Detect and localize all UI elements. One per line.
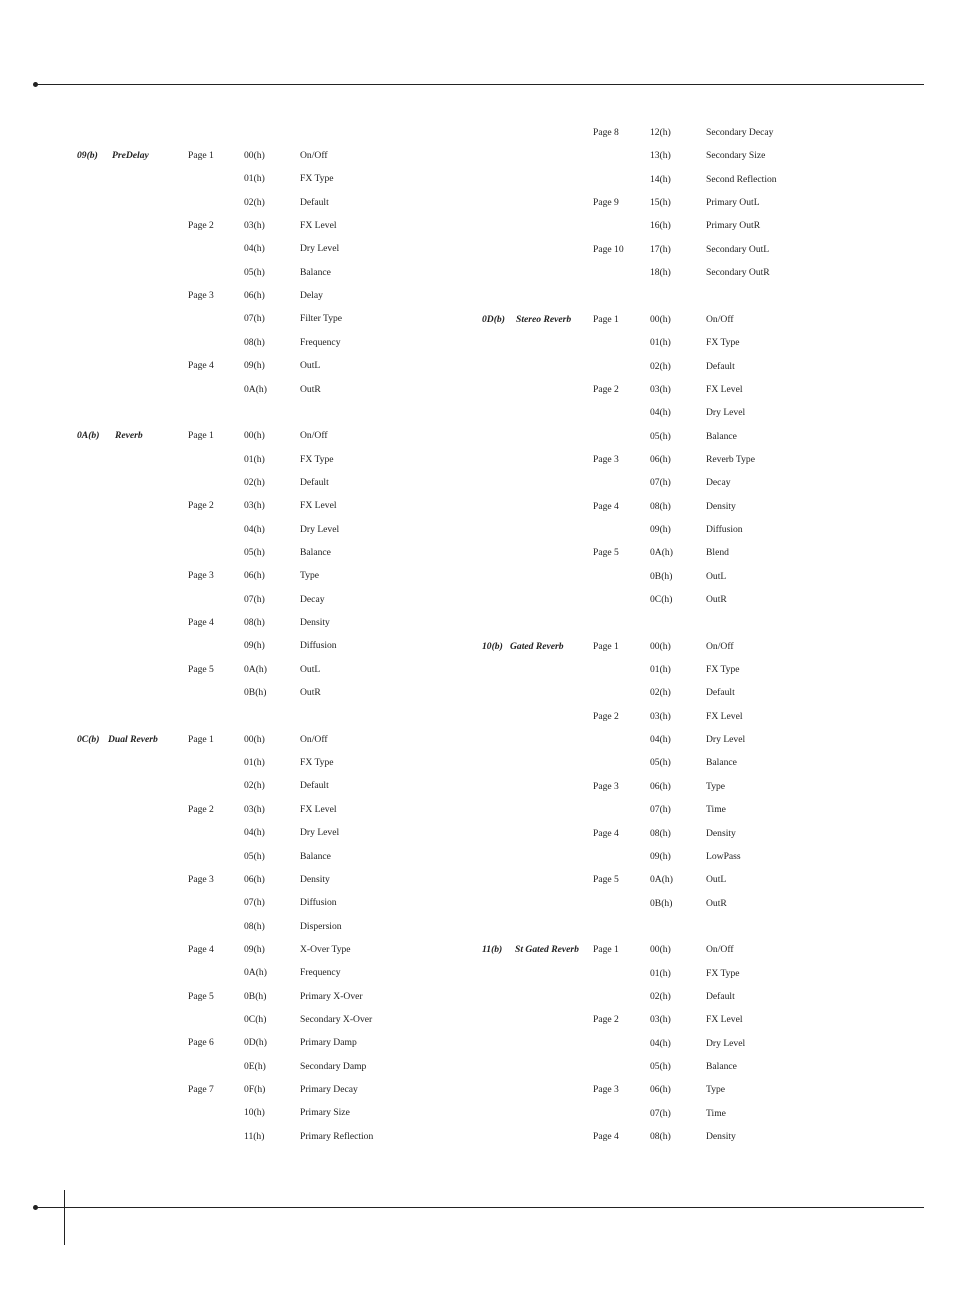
- parameter-name: Dry Level: [300, 827, 340, 838]
- parameter-address: 09(h): [244, 944, 265, 955]
- parameter-address: 09(h): [244, 360, 265, 371]
- parameter-name: OutL: [706, 571, 727, 582]
- parameter-name: Primary OutL: [706, 197, 760, 208]
- margin-vertical-line: [64, 1190, 65, 1245]
- table-row: [0, 243, 954, 257]
- page-label: Page 2: [188, 500, 214, 511]
- parameter-name: Dry Level: [300, 243, 340, 254]
- table-row: [0, 523, 954, 537]
- parameter-name: FX Type: [706, 664, 740, 675]
- parameter-name: OutR: [300, 687, 321, 698]
- page-label: Page 3: [188, 570, 214, 581]
- parameter-address: 07(h): [650, 477, 671, 488]
- parameter-address: 08(h): [650, 1131, 671, 1142]
- parameter-name: Time: [706, 1108, 726, 1119]
- bottom-rule: [36, 1207, 924, 1208]
- effect-number: 10(b): [482, 641, 503, 652]
- parameter-address: 06(h): [650, 1084, 671, 1095]
- parameter-name: FX Type: [300, 173, 334, 184]
- table-row: [0, 1060, 954, 1074]
- parameter-address: 07(h): [650, 1108, 671, 1119]
- parameter-name: Primary Reflection: [300, 1131, 374, 1142]
- parameter-address: 05(h): [650, 1061, 671, 1072]
- parameter-name: Balance: [706, 431, 737, 442]
- parameter-name: Type: [300, 570, 320, 581]
- parameter-name: Type: [706, 781, 726, 792]
- top-rule: [36, 84, 924, 85]
- parameter-address: 01(h): [244, 454, 265, 465]
- parameter-address: 08(h): [650, 501, 671, 512]
- parameter-address: 0E(h): [244, 1061, 266, 1072]
- parameter-name: Balance: [706, 757, 737, 768]
- parameter-name: Dry Level: [706, 734, 746, 745]
- effect-number: 09(b): [77, 150, 98, 161]
- parameter-name: On/Off: [300, 150, 328, 161]
- parameter-name: FX Level: [706, 384, 743, 395]
- parameter-name: FX Level: [300, 220, 337, 231]
- parameter-address: 00(h): [244, 734, 265, 745]
- parameter-name: Density: [300, 874, 330, 885]
- effect-number: 11(b): [482, 944, 503, 955]
- parameter-address: 0A(h): [244, 967, 267, 978]
- parameter-name: Dispersion: [300, 921, 342, 932]
- parameter-address: 0C(h): [244, 1014, 267, 1025]
- parameter-address: 04(h): [650, 1038, 671, 1049]
- parameter-address: 0F(h): [244, 1084, 266, 1095]
- parameter-address: 03(h): [244, 804, 265, 815]
- table-row: [0, 663, 954, 677]
- parameter-name: Secondary X-Over: [300, 1014, 373, 1025]
- table-row: [0, 780, 954, 794]
- page-label: Page 3: [593, 454, 619, 465]
- table-row: [0, 710, 954, 724]
- table-row: [0, 196, 954, 210]
- parameter-address: 07(h): [244, 313, 265, 324]
- parameter-name: Decay: [706, 477, 731, 488]
- table-row: [0, 1107, 954, 1121]
- table-row: [0, 943, 954, 957]
- page-label: Page 4: [188, 617, 214, 628]
- parameter-address: 0A(h): [650, 874, 673, 885]
- parameter-name: Delay: [300, 290, 323, 301]
- parameter-name: On/Off: [706, 314, 734, 325]
- table-row: [0, 453, 954, 467]
- page-label: Page 5: [593, 547, 619, 558]
- parameter-name: Primary X-Over: [300, 991, 363, 1002]
- parameter-name: OutL: [300, 360, 321, 371]
- parameter-address: 0A(h): [650, 547, 673, 558]
- parameter-address: 06(h): [244, 290, 265, 301]
- parameter-address: 01(h): [244, 173, 265, 184]
- page-label: Page 4: [593, 828, 619, 839]
- table-row: [0, 1037, 954, 1051]
- parameter-address: 09(h): [650, 851, 671, 862]
- parameter-name: OutR: [706, 898, 727, 909]
- page-label: Page 1: [188, 430, 214, 441]
- table-row: [0, 126, 954, 140]
- table-row: [0, 897, 954, 911]
- parameter-address: 14(h): [650, 174, 671, 185]
- page-label: Page 8: [593, 127, 619, 138]
- parameter-name: Density: [300, 617, 330, 628]
- parameter-address: 02(h): [244, 780, 265, 791]
- parameter-address: 03(h): [650, 1014, 671, 1025]
- parameter-address: 08(h): [650, 828, 671, 839]
- parameter-name: OutR: [300, 384, 321, 395]
- parameter-name: Dry Level: [706, 1038, 746, 1049]
- parameter-name: OutL: [706, 874, 727, 885]
- parameter-name: On/Off: [300, 430, 328, 441]
- effect-name: Dual Reverb: [108, 734, 158, 745]
- parameter-address: 13(h): [650, 150, 671, 161]
- parameter-address: 02(h): [650, 991, 671, 1002]
- page-label: Page 6: [188, 1037, 214, 1048]
- parameter-address: 08(h): [244, 337, 265, 348]
- parameter-address: 06(h): [650, 781, 671, 792]
- parameter-name: FX Type: [706, 337, 740, 348]
- parameter-address: 03(h): [650, 384, 671, 395]
- parameter-address: 05(h): [244, 547, 265, 558]
- parameter-name: Frequency: [300, 337, 341, 348]
- parameter-name: Default: [300, 477, 329, 488]
- page-label: Page 5: [188, 664, 214, 675]
- table-row: [0, 616, 954, 630]
- parameter-name: Secondary Damp: [300, 1061, 367, 1072]
- parameter-name: Balance: [300, 851, 331, 862]
- parameter-name: Frequency: [300, 967, 341, 978]
- parameter-name: FX Level: [300, 500, 337, 511]
- parameter-name: Reverb Type: [706, 454, 755, 465]
- parameter-address: 09(h): [650, 524, 671, 535]
- parameter-name: Balance: [300, 547, 331, 558]
- parameter-address: 00(h): [650, 314, 671, 325]
- parameter-name: Diffusion: [300, 897, 337, 908]
- parameter-address: 0C(h): [650, 594, 673, 605]
- page-label: Page 2: [593, 1014, 619, 1025]
- parameter-address: 12(h): [650, 127, 671, 138]
- page-label: Page 2: [188, 220, 214, 231]
- parameter-address: 02(h): [244, 477, 265, 488]
- parameter-name: Decay: [300, 594, 325, 605]
- parameter-address: 04(h): [244, 827, 265, 838]
- parameter-name: Default: [706, 687, 735, 698]
- table-row: [0, 570, 954, 584]
- parameter-address: 06(h): [650, 454, 671, 465]
- table-row: [0, 383, 954, 397]
- page-label: Page 2: [593, 384, 619, 395]
- parameter-name: Default: [300, 780, 329, 791]
- parameter-address: 15(h): [650, 197, 671, 208]
- table-row: [0, 430, 954, 444]
- page-label: Page 2: [188, 804, 214, 815]
- parameter-name: FX Level: [706, 711, 743, 722]
- parameter-address: 05(h): [244, 851, 265, 862]
- table-row: [0, 289, 954, 303]
- parameter-name: FX Type: [300, 454, 334, 465]
- parameter-name: Time: [706, 804, 726, 815]
- parameter-name: LowPass: [706, 851, 741, 862]
- parameter-address: 00(h): [244, 150, 265, 161]
- parameter-address: 09(h): [244, 640, 265, 651]
- parameter-address: 05(h): [650, 757, 671, 768]
- page-label: Page 4: [188, 944, 214, 955]
- table-row: [0, 967, 954, 981]
- parameter-name: FX Level: [300, 804, 337, 815]
- page-label: Page 4: [593, 501, 619, 512]
- parameter-address: 07(h): [244, 594, 265, 605]
- effect-name: St Gated Reverb: [515, 944, 579, 955]
- table-row: [0, 733, 954, 747]
- parameter-address: 05(h): [244, 267, 265, 278]
- table-row: [0, 406, 954, 420]
- page-label: Page 1: [593, 944, 619, 955]
- parameter-name: Filter Type: [300, 313, 343, 324]
- top-rule-dot: [33, 82, 38, 87]
- effect-name: PreDelay: [112, 150, 149, 161]
- page-label: Page 5: [188, 991, 214, 1002]
- parameter-address: 04(h): [650, 734, 671, 745]
- effect-number: 0C(b): [77, 734, 100, 745]
- parameter-address: 02(h): [244, 197, 265, 208]
- parameter-name: Diffusion: [706, 524, 743, 535]
- page-label: Page 9: [593, 197, 619, 208]
- parameter-name: Density: [706, 1131, 736, 1142]
- parameter-address: 03(h): [244, 500, 265, 511]
- table-row: [0, 476, 954, 490]
- effect-name: Reverb: [115, 430, 143, 441]
- parameter-address: 03(h): [244, 220, 265, 231]
- page-label: Page 2: [593, 711, 619, 722]
- parameter-address: 08(h): [244, 617, 265, 628]
- table-row: [0, 360, 954, 374]
- parameter-name: FX Level: [706, 1014, 743, 1025]
- parameter-address: 0A(h): [244, 664, 267, 675]
- page-label: Page 1: [188, 734, 214, 745]
- parameter-name: OutR: [706, 594, 727, 605]
- page-label: Page 10: [593, 244, 624, 255]
- parameter-name: Default: [706, 991, 735, 1002]
- page-label: Page 4: [593, 1131, 619, 1142]
- table-row: [0, 873, 954, 887]
- parameter-address: 0B(h): [244, 687, 267, 698]
- parameter-name: Default: [300, 197, 329, 208]
- table-row: [0, 593, 954, 607]
- parameter-name: Secondary Decay: [706, 127, 774, 138]
- parameter-name: Density: [706, 828, 736, 839]
- table-row: [0, 640, 954, 654]
- parameter-address: 07(h): [244, 897, 265, 908]
- parameter-name: Secondary Size: [706, 150, 766, 161]
- effect-name: Gated Reverb: [510, 641, 564, 652]
- effect-number: 0A(b): [77, 430, 100, 441]
- parameter-address: 00(h): [650, 641, 671, 652]
- parameter-address: 16(h): [650, 220, 671, 231]
- table-row: [0, 827, 954, 841]
- parameter-address: 02(h): [650, 687, 671, 698]
- parameter-name: X-Over Type: [300, 944, 351, 955]
- page-label: Page 3: [593, 1084, 619, 1095]
- table-row: [0, 1083, 954, 1097]
- parameter-name: Balance: [300, 267, 331, 278]
- parameter-name: Primary OutR: [706, 220, 761, 231]
- parameter-address: 11(h): [244, 1131, 265, 1142]
- parameter-address: 0D(h): [244, 1037, 267, 1048]
- table-row: [0, 546, 954, 560]
- page-label: Page 3: [188, 874, 214, 885]
- parameter-address: 08(h): [244, 921, 265, 932]
- parameter-name: Secondary OutL: [706, 244, 770, 255]
- parameter-address: 04(h): [650, 407, 671, 418]
- table-row: [0, 266, 954, 280]
- parameter-name: OutL: [300, 664, 321, 675]
- page-label: Page 1: [593, 641, 619, 652]
- parameter-name: FX Type: [300, 757, 334, 768]
- table-row: [0, 756, 954, 770]
- parameter-address: 03(h): [650, 711, 671, 722]
- table-row: [0, 500, 954, 514]
- parameter-address: 0B(h): [244, 991, 267, 1002]
- page-label: Page 3: [188, 290, 214, 301]
- bottom-rule-dot: [33, 1205, 38, 1210]
- page-label: Page 4: [188, 360, 214, 371]
- parameter-address: 10(h): [244, 1107, 265, 1118]
- parameter-name: Second Reflection: [706, 174, 777, 185]
- table-row: [0, 336, 954, 350]
- parameter-address: 05(h): [650, 431, 671, 442]
- parameter-name: Type: [706, 1084, 726, 1095]
- parameter-address: 0B(h): [650, 571, 673, 582]
- parameter-name: Balance: [706, 1061, 737, 1072]
- table-row: [0, 990, 954, 1004]
- table-row: [0, 803, 954, 817]
- parameter-address: 00(h): [244, 430, 265, 441]
- parameter-address: 07(h): [650, 804, 671, 815]
- effect-name: Stereo Reverb: [516, 314, 572, 325]
- parameter-address: 02(h): [650, 361, 671, 372]
- page-label: Page 1: [188, 150, 214, 161]
- parameter-address: 01(h): [650, 664, 671, 675]
- parameter-address: 0B(h): [650, 898, 673, 909]
- parameter-name: Dry Level: [300, 524, 340, 535]
- parameter-name: On/Off: [300, 734, 328, 745]
- parameter-address: 01(h): [650, 337, 671, 348]
- parameter-address: 00(h): [650, 944, 671, 955]
- parameter-address: 06(h): [244, 570, 265, 581]
- parameter-name: Primary Damp: [300, 1037, 357, 1048]
- page-label: Page 3: [593, 781, 619, 792]
- page-label: Page 7: [188, 1084, 214, 1095]
- parameter-name: FX Type: [706, 968, 740, 979]
- parameter-name: On/Off: [706, 641, 734, 652]
- table-row: [0, 313, 954, 327]
- parameter-name: Primary Size: [300, 1107, 350, 1118]
- parameter-address: 04(h): [244, 524, 265, 535]
- page-label: Page 5: [593, 874, 619, 885]
- parameter-address: 18(h): [650, 267, 671, 278]
- parameter-address: 17(h): [650, 244, 671, 255]
- table-row: [0, 920, 954, 934]
- parameter-name: On/Off: [706, 944, 734, 955]
- parameter-address: 0A(h): [244, 384, 267, 395]
- parameter-name: Dry Level: [706, 407, 746, 418]
- parameter-address: 01(h): [650, 968, 671, 979]
- parameter-name: Blend: [706, 547, 729, 558]
- parameter-address: 01(h): [244, 757, 265, 768]
- table-row: [0, 686, 954, 700]
- page-label: Page 1: [593, 314, 619, 325]
- table-row: [0, 1013, 954, 1027]
- table-row: [0, 1130, 954, 1144]
- table-row: [0, 850, 954, 864]
- parameter-address: 04(h): [244, 243, 265, 254]
- parameter-name: Diffusion: [300, 640, 337, 651]
- table-row: [0, 219, 954, 233]
- parameter-name: Primary Decay: [300, 1084, 358, 1095]
- parameter-address: 06(h): [244, 874, 265, 885]
- parameter-name: Secondary OutR: [706, 267, 770, 278]
- table-row: [0, 149, 954, 163]
- effect-number: 0D(b): [482, 314, 505, 325]
- table-row: [0, 173, 954, 187]
- parameter-name: Density: [706, 501, 736, 512]
- parameter-name: Default: [706, 361, 735, 372]
